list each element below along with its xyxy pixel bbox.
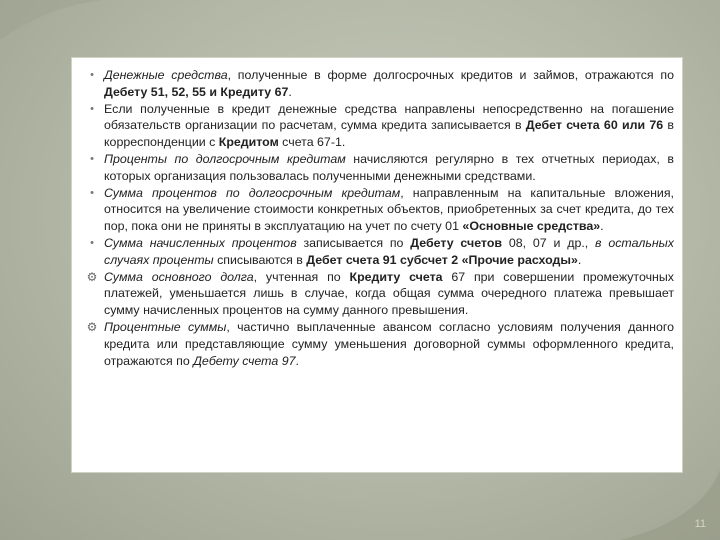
- content-panel: [72, 58, 682, 472]
- bullet-item-1: [84, 67, 674, 101]
- bullet-item-6: [84, 269, 674, 319]
- bullet-dot-icon: •: [90, 236, 94, 249]
- bullet-text: Сумма основного долга: [104, 269, 254, 284]
- bullet-text: , полученные в форме долгосрочных кредитов и займов, отражаются по: [227, 68, 674, 82]
- bullet-text: Если полученные в кредит денежные средства направлены непосредственно на погашение обязательств организации по расчетам, сумма кредита записывается в: [104, 101, 674, 133]
- bullet-text: Сумма начисленных процентов: [104, 235, 297, 250]
- bullet-list: [84, 67, 674, 369]
- bullet-text: записывается по: [296, 235, 411, 250]
- bullet-dot-icon: •: [90, 152, 94, 165]
- bullet-text: Кредитом: [218, 135, 279, 150]
- bullet-item-7: [84, 319, 674, 369]
- bullet-text: Дебет счета 60 или 76: [525, 118, 664, 133]
- bullet-text: списываются в: [213, 252, 307, 267]
- bullet-dot-icon: •: [90, 186, 94, 199]
- bullet-text: Процентные суммы: [104, 319, 227, 334]
- bullet-item-2: [84, 101, 674, 151]
- bullet-text: счета 67-1.: [278, 135, 346, 150]
- bullet-text: Дебету счетов: [410, 235, 503, 250]
- bullet-text: 67 при совершении промежуточных платежей, уменьшается лишь в случае, когда общая сумма очередного платежа превышает сумму начисленных процентов на сумму данного превышения.: [104, 269, 674, 318]
- bullet-text: , учтенная по: [253, 269, 350, 284]
- bullet-text: .: [577, 252, 582, 267]
- bullet-item-5: [84, 235, 674, 269]
- bullet-text: Дебету 51, 52, 55 и Кредиту 67: [104, 84, 289, 99]
- bullet-text: Кредиту счета: [349, 269, 443, 284]
- bullet-text: в корреспонденции с: [104, 118, 674, 150]
- bullet-text: Дебету счета 97: [193, 353, 296, 368]
- bullet-text: .: [295, 353, 299, 368]
- bullet-text: Дебет счета 91 субсчет 2 «Прочие расходы»: [306, 252, 578, 267]
- gear-bullet-icon: ⚙: [86, 269, 98, 284]
- bullet-text: , направленным на капитальные вложения, относится на увеличение стоимости конкретных объектов, приобретенных за счет кредита, до тех пор, пока они не приняты в эксплуатацию на учет по счету 01: [104, 185, 674, 234]
- bullet-dot-icon: •: [90, 69, 94, 81]
- page-number: 11: [694, 518, 706, 530]
- bullet-text: начисляются регулярно в тех отчетных периодах, в которых организация пользовалась полученными денежными средствами.: [104, 151, 674, 183]
- bullet-text: .: [288, 84, 292, 99]
- bullet-text: в остальных случаях проценты: [104, 235, 674, 267]
- bullet-item-3: [84, 151, 674, 185]
- bullet-dot-icon: •: [90, 102, 94, 115]
- bullet-text: .: [600, 219, 604, 234]
- gear-bullet-icon: ⚙: [86, 319, 98, 334]
- bullet-item-4: [84, 185, 674, 235]
- bullet-text: «Основные средства»: [462, 219, 601, 234]
- bullet-text: Сумма процентов по долгосрочным кредитам: [104, 185, 401, 200]
- bullet-text: Проценты по долгосрочным кредитам: [104, 151, 346, 166]
- bullet-text: 08, 07 и др.,: [502, 235, 596, 250]
- bullet-text: Денежные средства: [104, 68, 228, 82]
- bullet-text: , частично выплаченные авансом согласно условиям получения данного кредита или представляющие сумму уменьшения договорной суммы оформленного кредита, отражаются по: [104, 319, 674, 368]
